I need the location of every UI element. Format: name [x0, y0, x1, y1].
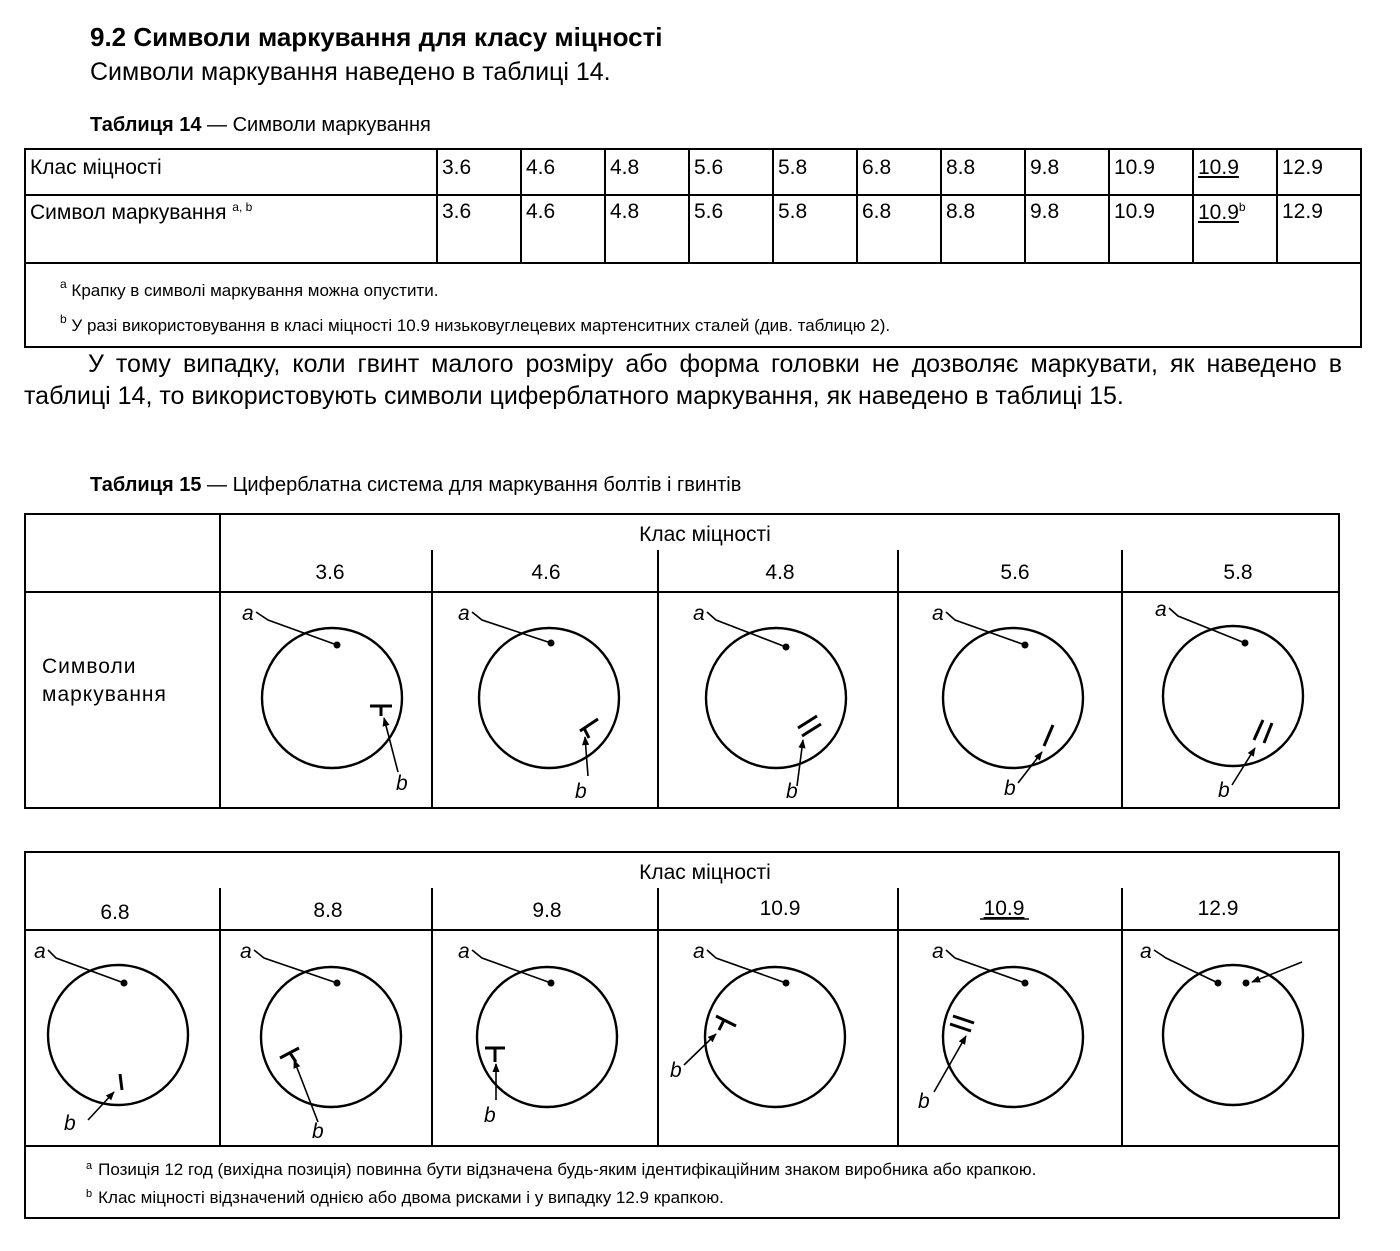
table14-cell: 9.8	[1025, 195, 1109, 263]
label-a: a	[1140, 940, 1152, 963]
table15-footnote-b	[86, 1188, 724, 1207]
footnote-text: У разі використовування в класі міцності 10.9 низьковуглецевих мартенситних сталей (див. таблицю 2).	[71, 316, 891, 335]
footnote-text: Крапку в символі маркування можна опустити.	[71, 281, 439, 300]
table15-row-label-line1: Символи	[42, 655, 137, 678]
label-a: a	[240, 940, 252, 963]
dial-circle	[943, 967, 1083, 1107]
dial-circle	[261, 967, 401, 1107]
table14-cell: 12.9	[1277, 149, 1361, 195]
label-b: b	[64, 1112, 76, 1135]
table15-caption-label: Таблиця 15	[90, 474, 202, 496]
table14-cell: 6.8	[857, 195, 941, 263]
dial-circle	[477, 967, 617, 1107]
strength-dash	[580, 719, 598, 731]
strength-dash	[280, 1048, 299, 1058]
table14-cell: 5.6	[689, 149, 773, 195]
label-b: b	[1218, 779, 1230, 802]
table15-class-3-6: 3.6	[315, 561, 345, 584]
table14-cell: 5.8	[773, 195, 857, 263]
table15-class-12-9: 12.9	[1197, 897, 1239, 920]
label-a: a	[242, 602, 254, 625]
table14-cell: 8.8	[941, 149, 1025, 195]
dial-circle	[943, 628, 1083, 768]
table14-cell: 4.8	[605, 195, 689, 263]
strength-dash	[950, 1024, 971, 1031]
label-a: a	[932, 940, 944, 963]
label-a: a	[693, 602, 705, 625]
table14-cell: 10.9	[1109, 195, 1193, 263]
body-paragraph-text: У тому випадку, коли гвинт малого розміру або форма головки не дозволяє маркувати, як наведено в таблиці 14, то використовують символи циферблатного маркування, як наведено в таблиці 15.	[24, 350, 1342, 410]
label-b: b	[396, 772, 408, 795]
table14-cell: 12.9	[1277, 195, 1361, 263]
table15-caption-text: — Циферблатна система для маркування болтів і гвинтів	[201, 474, 742, 496]
strength-dash	[584, 728, 589, 738]
table14-cell: 3.6	[437, 195, 521, 263]
footnote-mark: b	[86, 1188, 93, 1200]
table15-footnote-a	[86, 1160, 1036, 1179]
dial-circle	[479, 628, 619, 768]
table14-cell-underlined: 10.9	[1198, 156, 1239, 179]
table14-cell: 6.8	[857, 149, 941, 195]
dial-circle	[48, 965, 188, 1105]
strength-dash	[953, 1016, 974, 1023]
table15-class-9-8: 9.8	[532, 899, 562, 922]
leader-line-b	[684, 1034, 716, 1065]
leader-line-b	[88, 1092, 114, 1120]
strength-dash	[1254, 720, 1263, 740]
table14-cell: 9.8	[1025, 149, 1109, 195]
footnote-mark: a	[86, 1160, 93, 1172]
table14-cell-underlined: 10.9	[1198, 201, 1239, 224]
dial-circle	[706, 628, 846, 768]
table15-header-bottom: Клас міцності	[639, 861, 771, 884]
strength-dash	[798, 716, 817, 728]
strength-dash	[1264, 723, 1272, 743]
table15-class-10-9-underlined: 10.9	[983, 897, 1025, 920]
label-b: b	[484, 1104, 496, 1127]
table15-class-5-6: 5.6	[1000, 561, 1030, 584]
label-a: a	[1155, 598, 1167, 621]
footnote-text: Позиція 12 год (вихідна позиція) повинна бути відзначена будь-яким ідентифікаційним знаком виробника або крапкою.	[98, 1160, 1037, 1179]
table15-class-8-8: 8.8	[313, 899, 343, 922]
table14-cell: 4.6	[521, 195, 605, 263]
strength-dash	[719, 1020, 724, 1030]
label-a: a	[693, 940, 705, 963]
table14-cell: 5.8	[773, 149, 857, 195]
table15-top-frame	[25, 514, 1339, 808]
section-subtitle: Символи маркування наведено в таблиці 14.	[90, 58, 611, 86]
table14-cell: 3.6	[437, 149, 521, 195]
label-a: a	[458, 602, 470, 625]
table14-row1-label: Клас міцності	[25, 149, 437, 195]
table15-row-label-line2: маркування	[42, 683, 167, 706]
footnote-text: Клас міцності відзначений однією або двома рисками і у випадку 12.9 крапкою.	[98, 1188, 724, 1207]
leader-line-b	[1252, 962, 1302, 982]
label-b: b	[670, 1059, 682, 1082]
table15-class-4-8: 4.8	[765, 561, 795, 584]
label-b: b	[575, 780, 587, 803]
label-b: b	[312, 1120, 324, 1143]
dial-strength-dot	[1243, 980, 1250, 987]
strength-dash	[716, 1016, 736, 1026]
leader-line-a	[1154, 950, 1218, 983]
leader-line-b	[294, 1060, 318, 1122]
label-b: b	[918, 1090, 930, 1113]
label-b: b	[1004, 777, 1016, 800]
leader-line-a	[48, 950, 124, 983]
strength-dash	[120, 1074, 122, 1090]
label-b: b	[786, 780, 798, 803]
table14-cell: 5.6	[689, 195, 773, 263]
table14-caption-label: Таблиця 14	[90, 114, 202, 136]
table14-caption-text: — Символи маркування	[201, 114, 431, 136]
table14-row2-sup: a, b	[232, 200, 253, 214]
table15-class-5-8: 5.8	[1223, 561, 1253, 584]
table14-cell: 8.8	[941, 195, 1025, 263]
dial-labels	[34, 598, 1230, 1143]
section-title: 9.2 Символи маркування для класу міцності	[90, 22, 663, 52]
table14-cell-sup: b	[1238, 200, 1246, 214]
label-a: a	[458, 940, 470, 963]
table15-header-top: Клас міцності	[639, 523, 771, 546]
dial-circle	[705, 967, 845, 1107]
table15-class-6-8: 6.8	[100, 901, 130, 924]
footnote-mark: b	[60, 312, 67, 326]
footnote-mark: a	[60, 277, 67, 291]
table14-cell: 4.6	[521, 149, 605, 195]
strength-dash	[1044, 725, 1053, 746]
table14-cell: 4.8	[605, 149, 689, 195]
strength-dash	[802, 724, 821, 736]
label-a: a	[932, 602, 944, 625]
dial-circle	[1163, 965, 1303, 1105]
table15-class-4-6: 4.6	[531, 561, 561, 584]
leader-line-a	[707, 612, 786, 647]
table15-class-10-9: 10.9	[759, 897, 801, 920]
label-a: a	[34, 940, 46, 963]
dial-circle	[1163, 626, 1303, 766]
table14-row2-label: Символ маркування	[30, 201, 227, 224]
table14-cell: 10.9	[1109, 149, 1193, 195]
dial-circle	[262, 628, 402, 768]
